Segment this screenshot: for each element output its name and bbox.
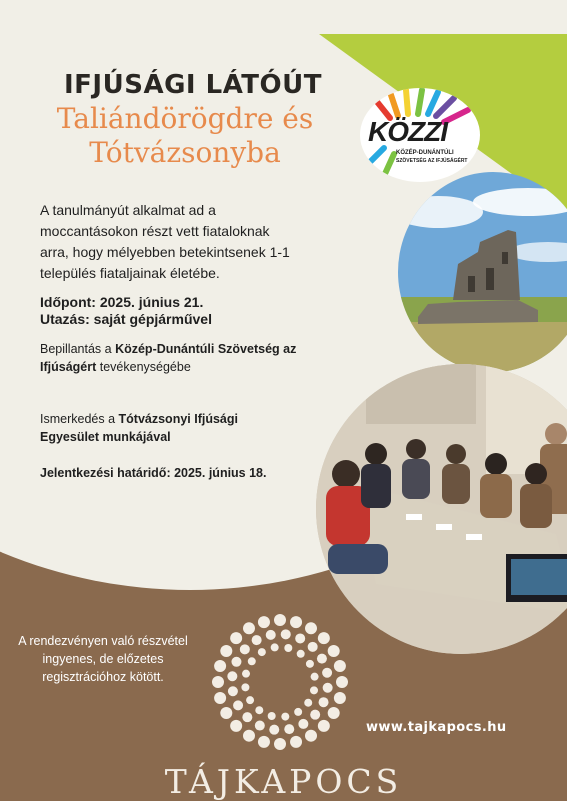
agenda-item-1-prefix: Bepillantás a <box>40 342 116 356</box>
sun-dot <box>328 707 340 719</box>
page-subtitle <box>20 102 350 170</box>
sun-dot <box>212 676 224 688</box>
sun-dot <box>268 712 276 720</box>
sun-dot <box>322 668 332 678</box>
agenda-item-2 <box>40 410 290 446</box>
sun-dot <box>255 706 263 714</box>
sun-dot <box>295 633 305 643</box>
logo-wordmark: KÖZZI <box>368 116 447 147</box>
sun-dot <box>227 671 237 681</box>
website-link[interactable]: www.tajkapocs.hu <box>366 720 507 735</box>
event-details <box>40 294 212 328</box>
sun-dot <box>274 614 286 626</box>
subtitle-line-2: Tótvázsonyba <box>89 136 281 169</box>
logo-subtitle-1: KÖZÉP-DUNÁNTÚLI <box>396 150 454 156</box>
logo-subtitle-2: SZÖVETSÉG AZ IFJÚSÁGÉRT <box>396 158 468 164</box>
brand-wordmark: TÁJKAPOCS <box>164 762 403 801</box>
sun-dot <box>220 645 232 657</box>
sun-dot <box>308 642 318 652</box>
sun-dot <box>231 657 241 667</box>
subtitle-line-1: Taliándörögdre és <box>56 102 314 135</box>
sun-dot <box>317 654 327 664</box>
sun-dot <box>274 738 286 750</box>
sun-dot <box>319 697 329 707</box>
event-date: Időpont: 2025. június 21. <box>40 294 204 310</box>
free-participation-note: A rendezvényen való részvétel ingyenes, de előzetes regisztrációhoz kötött. <box>18 634 188 684</box>
sun-dot <box>318 632 330 644</box>
sun-dot <box>255 721 265 731</box>
sun-dot <box>284 644 292 652</box>
sun-dot <box>297 650 305 658</box>
sun-dot <box>228 686 238 696</box>
page-title: IFJÚSÁGI LÁTÓÚT <box>64 70 322 100</box>
sun-dot <box>271 643 279 651</box>
sun-dot <box>243 730 255 742</box>
sun-dot <box>252 635 262 645</box>
sun-dot <box>242 670 250 678</box>
sun-dot <box>243 622 255 634</box>
sun-dot <box>323 683 333 693</box>
sun-dot <box>305 730 317 742</box>
sun-dot <box>318 720 330 732</box>
intro-paragraph: A tanulmányút alkalmat ad a moccantásokon részt vett fiataloknak arra, hogy mélyebben betekintsenek 1-1 település fiataljainak életébe. <box>40 202 290 281</box>
sun-dot <box>298 719 308 729</box>
registration-deadline: Jelentkezési határidő: 2025. június 18. <box>40 466 267 480</box>
sun-dot <box>290 736 302 748</box>
agenda-item-2-org: Tótvázsonyi Ifjúsági Egyesület munkájával <box>40 412 238 444</box>
sun-dot <box>304 699 312 707</box>
sun-dot <box>230 632 242 644</box>
sun-dot <box>310 710 320 720</box>
sun-dot <box>220 707 232 719</box>
kozzi-logo <box>360 88 480 182</box>
sun-dot <box>233 700 243 710</box>
tajkapocs-sun-logo-icon <box>210 612 350 752</box>
sun-dot <box>328 645 340 657</box>
sun-dot <box>284 724 294 734</box>
sun-dot <box>311 673 319 681</box>
sun-dot <box>266 630 276 640</box>
sun-dot <box>269 725 279 735</box>
sun-dot <box>310 686 318 694</box>
sun-dot <box>336 676 348 688</box>
sun-dot <box>258 648 266 656</box>
sun-dot <box>258 616 270 628</box>
sun-dot <box>246 696 254 704</box>
sun-dot <box>258 736 270 748</box>
travel-info: Utazás: saját gépjárművel <box>40 311 212 327</box>
sun-dot <box>214 660 226 672</box>
sun-dot <box>242 712 252 722</box>
sun-dot <box>334 692 346 704</box>
sun-dot <box>281 629 291 639</box>
agenda-item-1-org: Közép-Dunántúli Szövetség az Ifjúságért <box>40 342 297 374</box>
agenda-item-2-prefix: Ismerkedés a <box>40 412 119 426</box>
sun-dot <box>305 622 317 634</box>
sun-dot <box>334 660 346 672</box>
sun-dot <box>240 644 250 654</box>
sun-dot <box>230 720 242 732</box>
agenda-item-1-suffix: tevékenységébe <box>96 360 191 374</box>
sun-dot <box>248 657 256 665</box>
sun-dot <box>281 713 289 721</box>
sun-dot <box>306 660 314 668</box>
agenda-item-1 <box>40 340 320 376</box>
sun-dot <box>294 708 302 716</box>
sun-dot <box>290 616 302 628</box>
sun-dot <box>241 683 249 691</box>
sun-dot <box>214 692 226 704</box>
